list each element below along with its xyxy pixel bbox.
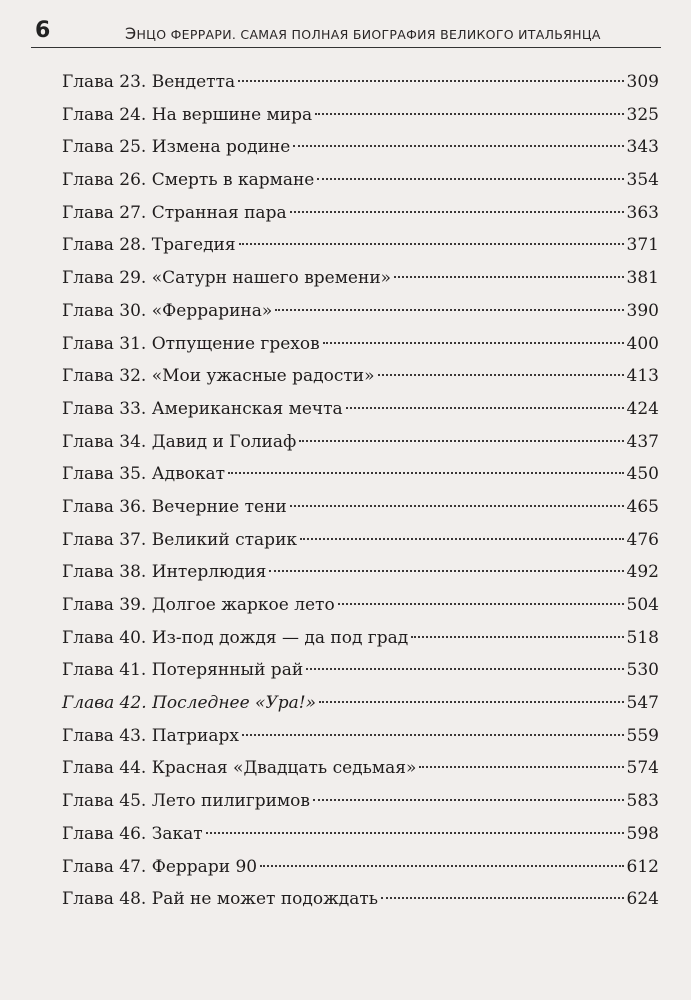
toc-entry-label [62, 491, 287, 524]
toc-chapter-title: Адвокат [151, 464, 226, 485]
toc-chapter-number: Глава 25. [62, 137, 147, 158]
toc-entry [62, 164, 659, 197]
toc-entry-label [62, 524, 297, 557]
dot-leader [242, 734, 624, 736]
toc-entry [62, 556, 659, 589]
dot-leader [260, 865, 623, 867]
toc-entry [62, 622, 659, 655]
toc-page-number: 476 [626, 529, 659, 550]
toc-entry-label [62, 393, 343, 426]
toc-page-number: 492 [626, 562, 659, 583]
dot-leader [239, 243, 624, 245]
toc-entry-label [62, 164, 314, 197]
toc-entry [62, 295, 659, 328]
toc-entry-label [62, 197, 287, 230]
dot-leader [228, 472, 623, 474]
toc-entry-label [62, 556, 266, 589]
toc-page-number: 354 [626, 170, 659, 191]
toc-page-number: 363 [626, 202, 659, 223]
toc-page-number: 325 [626, 104, 659, 125]
toc-chapter-number: Глава 43. [62, 725, 147, 746]
toc-chapter-title: Вечерние тени [151, 496, 287, 517]
toc-entry [62, 687, 659, 720]
dot-leader [394, 276, 623, 278]
dot-leader [378, 374, 624, 376]
toc-chapter-title: Закат [151, 823, 203, 844]
toc-chapter-title: Лето пилигримов [151, 791, 310, 812]
toc-chapter-title: Великий старик [151, 529, 298, 550]
toc-chapter-number: Глава 24. [62, 104, 147, 125]
toc-chapter-title: Потерянный рай [151, 660, 304, 681]
toc-page-number: 574 [626, 758, 659, 779]
dot-leader [306, 668, 623, 670]
toc-entry-label [62, 818, 203, 851]
toc-entry [62, 720, 659, 753]
toc-page-number: 559 [626, 725, 659, 746]
toc-chapter-number: Глава 27. [62, 202, 147, 223]
toc-chapter-number: Глава 37. [62, 529, 147, 550]
toc-entry [62, 360, 659, 393]
toc-entry [62, 197, 659, 230]
dot-leader [317, 178, 623, 180]
toc-chapter-title: «Феррарина» [151, 300, 273, 321]
toc-chapter-title: Американская мечта [151, 398, 343, 419]
toc-entry [62, 131, 659, 164]
toc-page-number: 400 [626, 333, 659, 354]
toc-entry-label [62, 654, 303, 687]
toc-chapter-number: Глава 46. [62, 823, 147, 844]
toc-chapter-number: Глава 42. [62, 693, 147, 714]
toc-chapter-number: Глава 34. [62, 431, 147, 452]
toc-entry [62, 229, 659, 262]
toc-entry-label [62, 752, 416, 785]
dot-leader [346, 407, 624, 409]
toc-chapter-number: Глава 44. [62, 758, 147, 779]
toc-chapter-title: Вендетта [151, 72, 236, 92]
toc-chapter-number: Глава 32. [62, 366, 147, 387]
toc-chapter-title: Последнее «Ура!» [152, 693, 316, 714]
dot-leader [315, 113, 623, 115]
toc-page-number: 371 [626, 235, 659, 256]
table-of-contents [62, 66, 659, 916]
toc-chapter-number: Глава 28. [62, 235, 147, 256]
toc-entry [62, 262, 659, 295]
toc-entry-label [62, 458, 225, 491]
toc-entry [62, 851, 659, 884]
toc-chapter-number: Глава 38. [62, 562, 147, 583]
toc-entry-label [62, 589, 335, 622]
toc-page-number: 413 [626, 366, 659, 387]
toc-chapter-title: Из-под дождя — да под град [151, 627, 409, 648]
toc-chapter-title: Интерлюдия [151, 562, 267, 583]
toc-chapter-title: Патриарх [151, 725, 239, 746]
toc-chapter-number: Глава 48. [62, 889, 147, 910]
toc-entry-label [62, 66, 235, 99]
dot-leader [338, 603, 624, 605]
dot-leader [293, 145, 623, 147]
toc-chapter-title: Давид и Голиаф [151, 431, 297, 452]
dot-leader [419, 766, 623, 768]
toc-page-number: 465 [626, 496, 659, 517]
toc-entry [62, 785, 659, 818]
dot-leader [206, 832, 624, 834]
toc-entry-label [62, 131, 290, 164]
page-number: 6 [35, 18, 51, 43]
dot-leader [381, 897, 624, 899]
dot-leader [411, 636, 623, 638]
toc-page-number: 624 [626, 889, 659, 910]
toc-entry-label [62, 295, 272, 328]
toc-page-number: 530 [626, 660, 659, 681]
header-rule [31, 47, 661, 48]
toc-entry-label [62, 360, 375, 393]
toc-entry [62, 426, 659, 459]
toc-chapter-number: Глава 40. [62, 627, 147, 648]
toc-entry-label [62, 229, 236, 262]
toc-chapter-number: Глава 45. [62, 791, 147, 812]
toc-chapter-number: Глава 41. [62, 660, 147, 681]
toc-entry-label [62, 262, 391, 295]
toc-page-number: 309 [626, 72, 659, 92]
toc-chapter-title: На вершине мира [151, 104, 313, 125]
toc-page-number: 583 [626, 791, 659, 812]
toc-chapter-number: Глава 36. [62, 496, 147, 517]
toc-page-number: 424 [626, 398, 659, 419]
toc-entry [62, 393, 659, 426]
toc-entry [62, 818, 659, 851]
toc-entry [62, 99, 659, 132]
toc-chapter-title: Феррари 90 [151, 856, 258, 877]
toc-chapter-title: «Сатурн нашего времени» [151, 268, 392, 289]
toc-entry [62, 883, 659, 916]
dot-leader [290, 505, 624, 507]
toc-entry-label [62, 720, 239, 753]
toc-page-number: 381 [626, 268, 659, 289]
toc-page-number: 390 [626, 300, 659, 321]
toc-chapter-number: Глава 26. [62, 170, 147, 191]
toc-chapter-number: Глава 35. [62, 464, 147, 485]
toc-chapter-title: Отпущение грехов [151, 333, 320, 354]
toc-entry [62, 66, 659, 99]
toc-chapter-number: Глава 47. [62, 856, 147, 877]
page-header [31, 18, 661, 52]
toc-chapter-title: Рай не может подождать [151, 889, 378, 910]
toc-entry [62, 458, 659, 491]
toc-page-number: 612 [626, 856, 659, 877]
dot-leader [323, 342, 624, 344]
toc-chapter-number: Глава 30. [62, 300, 147, 321]
dot-leader [238, 80, 623, 82]
toc-page-number: 547 [626, 693, 659, 714]
toc-page-number: 343 [626, 137, 659, 158]
toc-page-number: 437 [626, 431, 659, 452]
toc-entry [62, 328, 659, 361]
toc-chapter-number: Глава 29. [62, 268, 147, 289]
toc-chapter-title: Смерть в кармане [151, 170, 315, 191]
toc-entry [62, 524, 659, 557]
toc-page-number: 504 [626, 595, 659, 615]
toc-entry-label [62, 99, 312, 132]
dot-leader [269, 570, 623, 572]
toc-chapter-title: «Мои ужасные радости» [151, 366, 375, 387]
dot-leader [319, 701, 624, 703]
toc-chapter-title: Трагедия [151, 235, 236, 256]
toc-chapter-number: Глава 39. [62, 595, 147, 615]
toc-entry-label [62, 883, 378, 916]
toc-page-number: 598 [626, 823, 659, 844]
toc-chapter-number: Глава 23. [62, 72, 147, 92]
toc-page-number: 450 [626, 464, 659, 485]
toc-entry-label [62, 785, 310, 818]
toc-entry-label [62, 622, 408, 655]
toc-entry-label [62, 687, 316, 720]
toc-entry-label [62, 426, 296, 459]
toc-chapter-title: Красная «Двадцать седьмая» [151, 758, 417, 779]
dot-leader [290, 211, 624, 213]
dot-leader [275, 309, 623, 311]
toc-entry [62, 589, 659, 622]
toc-chapter-number: Глава 31. [62, 333, 147, 354]
toc-chapter-title: Странная пара [151, 202, 287, 223]
toc-entry [62, 491, 659, 524]
toc-chapter-number: Глава 33. [62, 398, 147, 419]
toc-page-number: 518 [626, 627, 659, 648]
toc-chapter-title: Измена родине [151, 137, 291, 158]
toc-entry [62, 752, 659, 785]
dot-leader [313, 799, 624, 801]
toc-entry-label [62, 328, 320, 361]
toc-entry [62, 654, 659, 687]
running-title: ЭНЦО ФЕРРАРИ. САМАЯ ПОЛНАЯ БИОГРАФИЯ ВЕЛИКОГО ИТАЛЬЯНЦА [125, 24, 601, 43]
toc-entry-label [62, 851, 257, 884]
dot-leader [300, 538, 624, 540]
toc-chapter-title: Долгое жаркое лето [151, 595, 335, 615]
dot-leader [299, 440, 623, 442]
